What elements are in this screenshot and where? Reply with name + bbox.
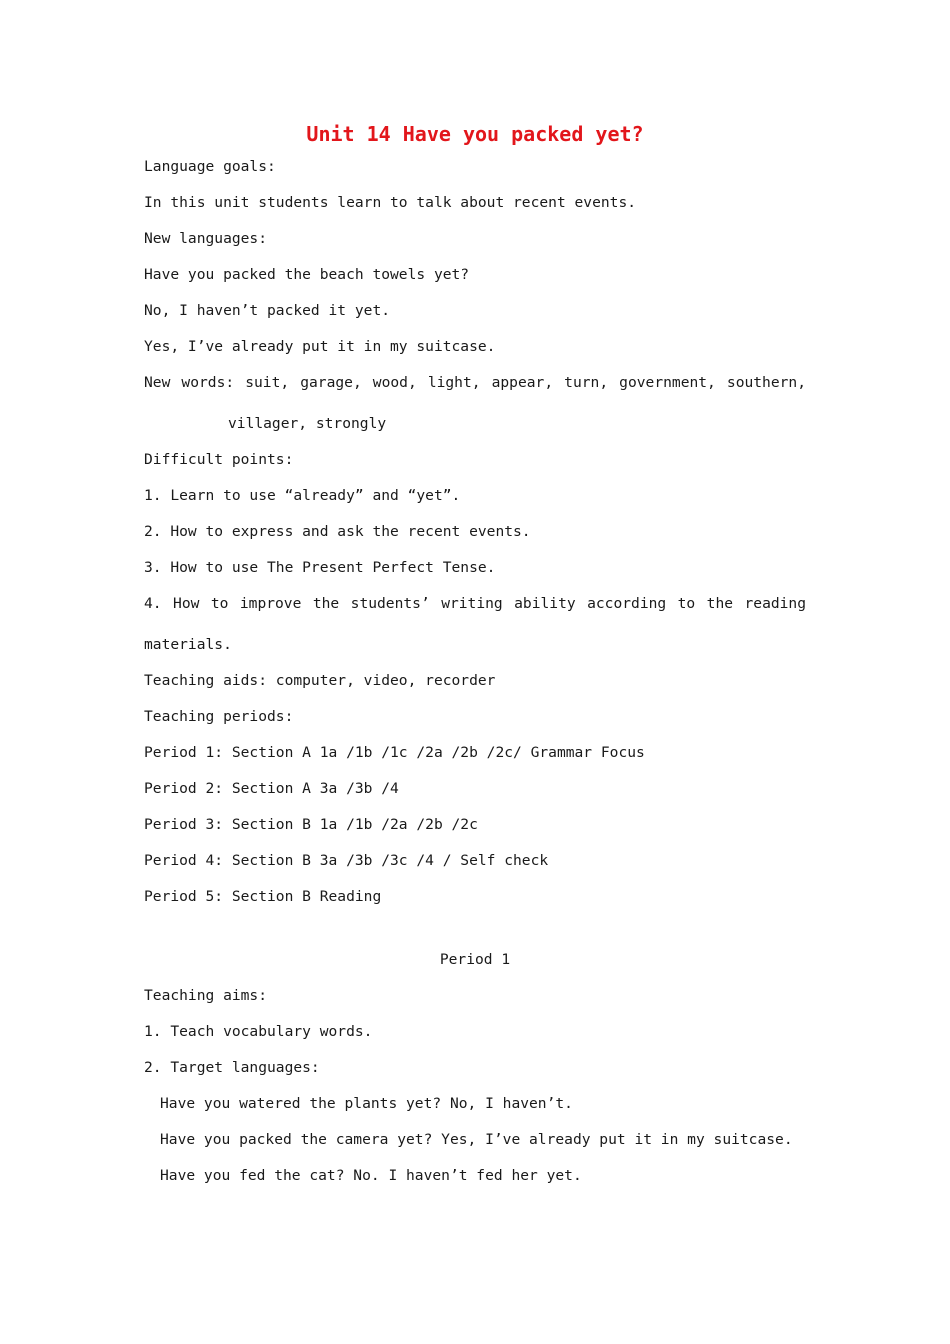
difficult-point-item: 2. How to express and ask the recent events. xyxy=(144,523,531,540)
language-goals-text: In this unit students learn to talk about recent events. xyxy=(144,194,637,211)
new-words-line: New words: suit, garage, wood, light, appear, turn, government, southern, xyxy=(144,374,806,391)
period-item: Period 2: Section A 3a /3b /4 xyxy=(144,780,399,797)
language-goals-heading: Language goals: xyxy=(144,158,276,175)
target-language-sentence: Have you packed the camera yet? Yes, I’ve already put it in my suitcase. xyxy=(160,1131,793,1148)
target-language-sentence: Have you fed the cat? No. I haven’t fed her yet. xyxy=(160,1167,582,1184)
difficult-point-item: 3. How to use The Present Perfect Tense. xyxy=(144,559,496,576)
period-item: Period 1: Section A 1a /1b /1c /2a /2b /2c/ Grammar Focus xyxy=(144,744,645,761)
teaching-aim-item: 2. Target languages: xyxy=(144,1059,320,1076)
period-heading: Period 1 xyxy=(439,951,511,968)
difficult-point-item: 4. How to improve the students’ writing ability according to the reading xyxy=(144,595,806,612)
period-item: Period 4: Section B 3a /3b /3c /4 / Self check xyxy=(144,852,549,869)
teaching-periods-heading: Teaching periods: xyxy=(144,708,294,725)
difficult-points-heading: Difficult points: xyxy=(144,451,294,468)
period-item: Period 3: Section B 1a /1b /2a /2b /2c xyxy=(144,816,478,833)
teaching-aids: Teaching aids: computer, video, recorder xyxy=(144,672,496,689)
period-item: Period 5: Section B Reading xyxy=(144,888,382,905)
teaching-aim-item: 1. Teach vocabulary words. xyxy=(144,1023,373,1040)
new-languages-heading: New languages: xyxy=(144,230,268,247)
example-sentence: No, I haven’t packed it yet. xyxy=(144,302,391,319)
difficult-point-item: 1. Learn to use “already” and “yet”. xyxy=(144,487,461,504)
document-title: Unit 14 Have you packed yet? xyxy=(306,122,644,146)
teaching-aims-heading: Teaching aims: xyxy=(144,987,268,1004)
target-language-sentence: Have you watered the plants yet? No, I haven’t. xyxy=(160,1095,573,1112)
example-sentence: Yes, I’ve already put it in my suitcase. xyxy=(144,338,496,355)
new-words-continuation: villager, strongly xyxy=(228,415,387,432)
difficult-point-continuation: materials. xyxy=(144,636,232,653)
example-sentence: Have you packed the beach towels yet? xyxy=(144,266,470,283)
